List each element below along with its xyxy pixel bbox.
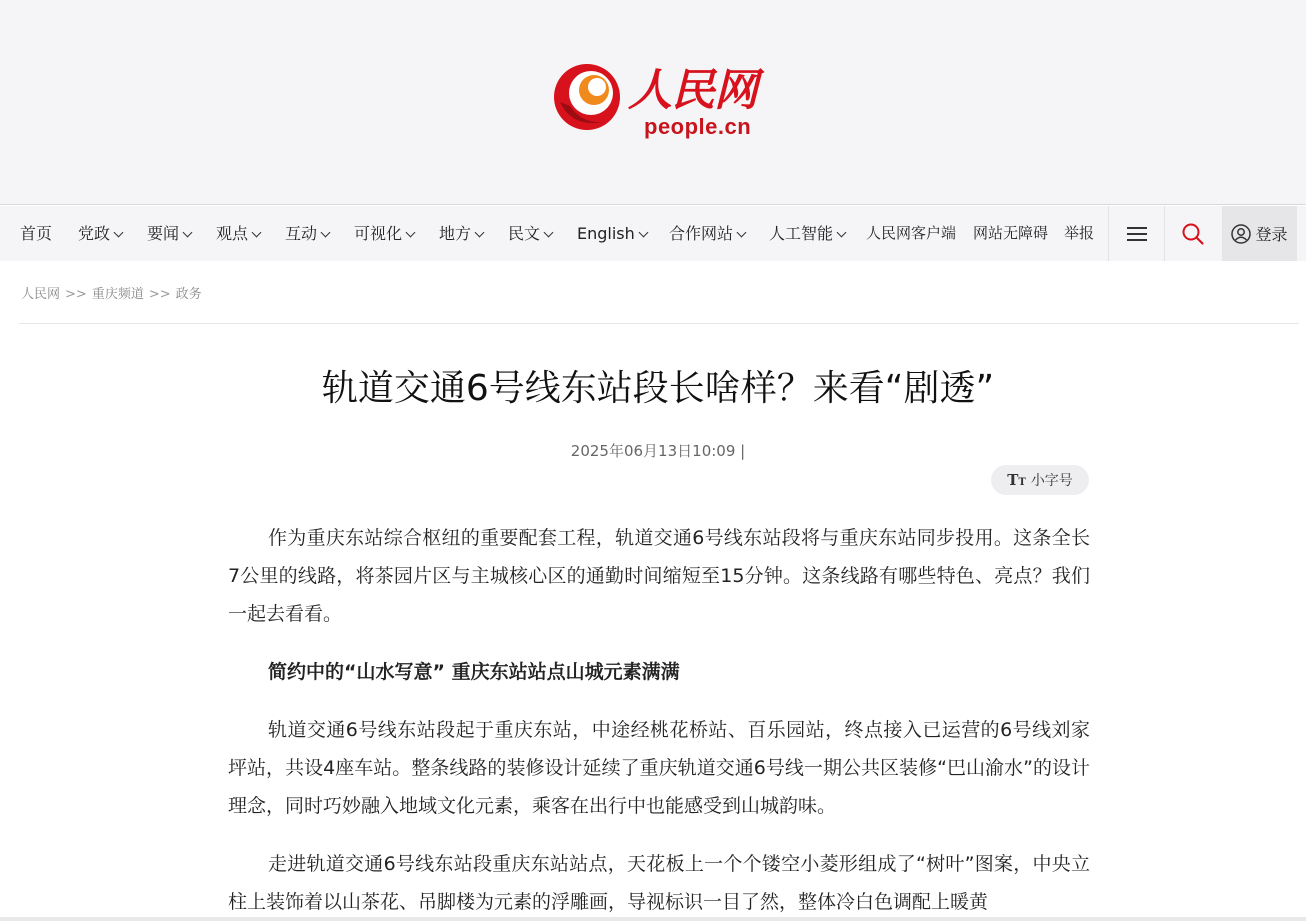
chevron-down-icon [114, 228, 124, 238]
menu-button[interactable] [1108, 206, 1164, 261]
breadcrumb-link-home[interactable]: 人民网 [21, 287, 61, 302]
nav-item-label: 合作网站 [669, 224, 734, 243]
user-icon [1231, 224, 1251, 244]
nav-item-news[interactable] [147, 206, 191, 261]
breadcrumb-divider [19, 323, 1299, 324]
nav-item-report[interactable] [1064, 206, 1094, 261]
nav-item-label: 地方 [439, 224, 472, 243]
breadcrumb-link-section[interactable]: 政务 [175, 287, 202, 302]
chevron-down-icon [321, 228, 331, 238]
nav-item-opinion[interactable] [216, 206, 260, 261]
breadcrumb-separator: >> [148, 287, 171, 302]
nav-item-label: 举报 [1064, 224, 1095, 242]
breadcrumb-separator: >> [65, 287, 87, 302]
nav-item-visual[interactable] [354, 206, 414, 261]
login-label: 登录 [1255, 225, 1288, 244]
article-subheading: 简约中的“山水写意” 重庆东站站点山城元素满满 [268, 661, 680, 683]
nav-item-label: 党政 [78, 224, 111, 243]
nav-item-home[interactable] [20, 206, 52, 261]
chevron-down-icon [737, 228, 747, 238]
nav-item-label: English [577, 224, 635, 243]
nav-item-interact[interactable] [285, 206, 329, 261]
chevron-down-icon [183, 228, 193, 238]
font-size-label: 小字号 [1030, 473, 1073, 489]
article-meta: 2025年06月13日10:09 | [570, 442, 746, 460]
login-button[interactable] [1222, 206, 1297, 261]
nav-item-accessibility[interactable] [973, 206, 1048, 261]
nav-item-label: 民文 [508, 224, 541, 243]
nav-item-local[interactable] [439, 206, 483, 261]
article-paragraph: 走进轨道交通6号线东站段重庆东站站点，天花板上一个个镂空小菱形组成了“树叶”图案，中央立柱上装饰着以山茶花、吊脚楼为元素的浮雕画，导视标识一目了然，整体冷白色调配上暖黄 [228, 853, 1090, 913]
chevron-down-icon [475, 228, 485, 238]
nav-item-app[interactable] [866, 206, 956, 261]
nav-item-ai[interactable] [769, 206, 845, 261]
main-nav [0, 206, 1306, 261]
font-size-toggle[interactable] [991, 465, 1089, 495]
chevron-down-icon [638, 228, 648, 238]
horizontal-scrollbar[interactable] [0, 917, 1306, 921]
hamburger-icon [1127, 223, 1147, 245]
nav-item-partners[interactable] [669, 206, 745, 261]
chevron-down-icon [837, 228, 847, 238]
nav-item-label: 人工智能 [769, 224, 834, 243]
search-icon [1181, 222, 1205, 246]
nav-item-label: 首页 [20, 224, 53, 243]
nav-item-label: 人民网客户端 [866, 224, 957, 242]
nav-item-label: 互动 [285, 224, 318, 243]
nav-item-label: 可视化 [354, 224, 403, 243]
logo-english-text: people.cn [644, 114, 752, 139]
nav-item-label: 网站无障碍 [973, 224, 1049, 242]
nav-item-label: 要闻 [147, 224, 180, 243]
nav-item-party[interactable] [78, 206, 122, 261]
site-header [0, 0, 1306, 205]
chevron-down-icon [544, 228, 554, 238]
chevron-down-icon [252, 228, 262, 238]
search-button[interactable] [1164, 206, 1220, 261]
article-body [228, 519, 1090, 921]
breadcrumb-link-channel[interactable]: 重庆频道 [91, 287, 144, 302]
article-title: 轨道交通6号线东站段长啥样？来看“剧透” [321, 368, 995, 409]
site-logo[interactable] [552, 58, 767, 142]
nav-item-label: 观点 [216, 224, 249, 243]
article-paragraph: 作为重庆东站综合枢纽的重要配套工程，轨道交通6号线东站段将与重庆东站同步投用。这条全长7公里的线路，将茶园片区与主城核心区的通勤时间缩短至15分钟。这条线路有哪些特色、亮点？我们一起去看看。 [228, 527, 1090, 625]
breadcrumb [21, 283, 202, 302]
nav-item-ethnic[interactable] [508, 206, 552, 261]
text-size-icon: TT [1007, 471, 1026, 489]
logo-chinese-text: 人民网 [628, 65, 757, 116]
nav-item-english[interactable] [577, 206, 647, 261]
article-paragraph: 轨道交通6号线东站段起于重庆东站，中途经桃花桥站、百乐园站，终点接入已运营的6号线刘家坪站，共设4座车站。整条线路的装修设计延续了重庆轨道交通6号线一期公共区装修“巴山渝水”的设计理念，同时巧妙融入地域文化元素，乘客在出行中也能感受到山城韵味。 [228, 719, 1090, 817]
logo-swirl-icon [552, 62, 622, 132]
chevron-down-icon [406, 228, 416, 238]
